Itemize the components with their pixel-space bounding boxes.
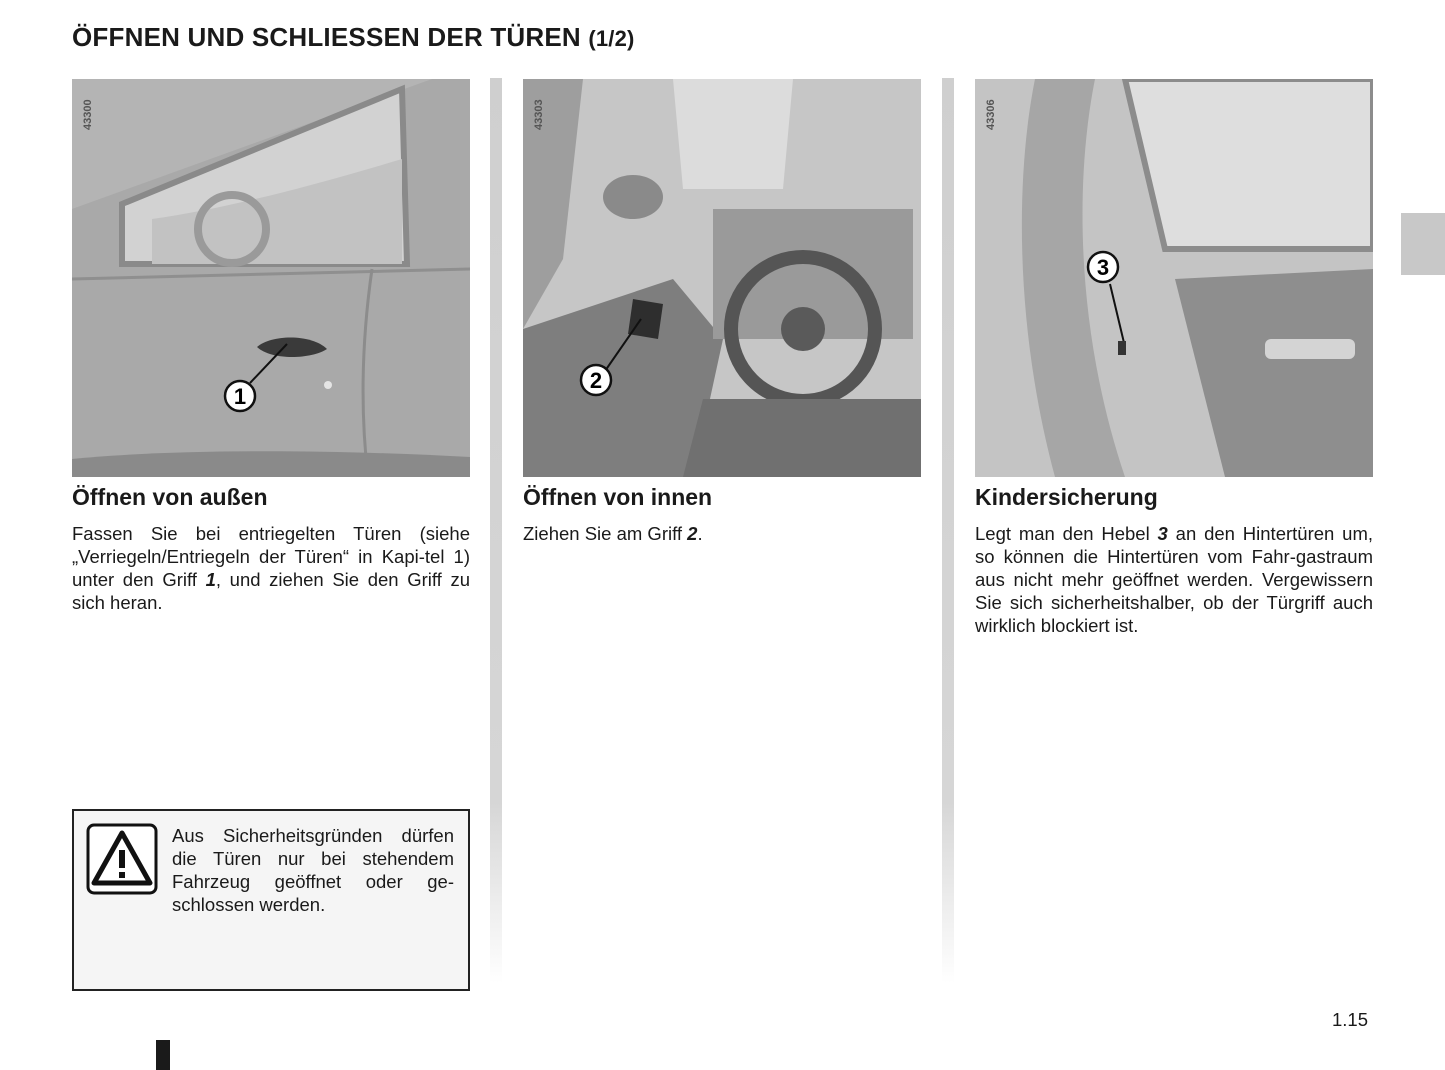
page-title [72,22,635,53]
chapter-tab [1401,213,1445,275]
figure-number-2: 43303 [533,99,545,130]
callout-3: 3 [1096,255,1110,280]
ref-3: 3 [1157,523,1168,544]
page-marker [156,1040,170,1070]
figure-exterior-door [72,79,470,477]
heading-open-inside: Öffnen von innen [523,484,713,510]
text-open-inside: Ziehen Sie am Griff 2. [523,523,703,544]
warning-triangle-icon [86,823,158,895]
heading-child-lock: Kindersicherung [975,484,1158,510]
figure-child-lock [975,79,1373,477]
warning-text: Aus Sicherheitsgründen dürfen die Türen nur bei stehendem Fahrzeug geöffnet oder ge-schlossen werden. [172,825,454,915]
ref-2: 2 [687,523,698,544]
page-number: 1.15 [1332,1009,1369,1030]
callout-1: 1 [233,384,247,409]
page-title-main: ÖFFNEN UND SCHLIESSEN DER TÜREN [72,22,581,52]
heading-open-outside: Öffnen von außen [72,484,268,510]
ref-1: 1 [205,569,216,590]
column-divider-right [942,78,954,983]
warning-box [72,809,470,991]
text-open-outside: Fassen Sie bei entriegelten Türen (siehe „Verriegeln/Entriegeln der Türen“ in Kapi-tel 1) unter den Griff 1, und ziehen Sie den Griff zu sich heran. [72,523,470,613]
callout-2: 2 [589,368,603,393]
page-title-sub: (1/2) [588,26,635,51]
text-child-lock: Legt man den Hebel 3 an den Hintertüren um, so können die Hintertüren vom Fahr-gastraum aus nicht mehr geöffnet werden. Vergewissern Sie sich sicherheitshalber, ob der Türgriff auch wirklich blockiert ist. [975,523,1373,636]
figure-number-3: 43306 [985,99,997,130]
column-divider-left [490,78,502,983]
figure-number-1: 43300 [82,99,94,130]
figure-interior [523,79,921,477]
